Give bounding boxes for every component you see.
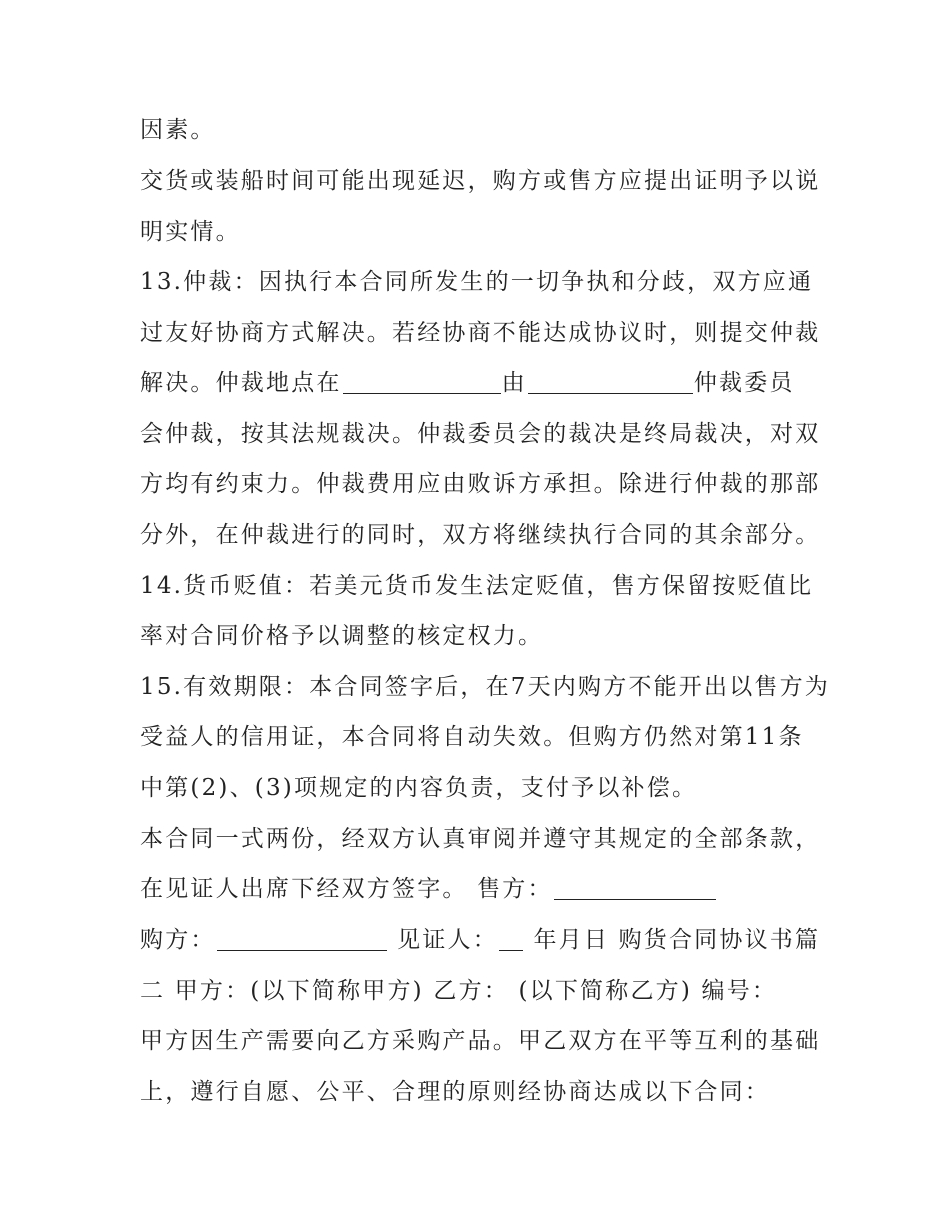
text-segment: 解决。仲裁地点在 [140,370,342,396]
text-segment: 年月日 购货合同协议书篇 [533,927,821,953]
buyer-signature-blank[interactable] [217,928,387,951]
text-line: 明实情。 [140,219,241,245]
text-line: 过友好协商方式解决。若经协商不能达成协议时，则提交仲裁 [140,320,821,346]
text-line: 二 甲方：(以下简称甲方) 乙方： (以下简称乙方) 编号： [140,978,778,1004]
text-line-buyer-witness [140,924,820,956]
text-line: 13.仲裁：因执行本合同所发生的一切争执和分歧，双方应通 [140,269,814,295]
text-line: 受益人的信用证，本合同将自动失效。但购方仍然对第11条 [140,724,804,750]
arbitration-place-blank[interactable] [343,371,501,394]
text-line: 会仲裁，按其法规裁决。仲裁委员会的裁决是终局裁决，对双 [140,421,821,447]
text-segment: 仲裁委员 [693,370,795,396]
text-segment: 见证人： [397,927,498,953]
text-line: 14.货币贬值：若美元货币发生法定贬值，售方保留按贬值比 [140,573,814,599]
text-line: 中第(2)、(3)项规定的内容负责，支付予以补偿。 [140,775,698,801]
text-segment: 在见证人出席下经双方签字。 售方： [140,876,553,902]
text-line: 上，遵行自愿、公平、合理的原则经协商达成以下合同： [140,1079,770,1105]
text-line: 交货或装船时间可能出现延迟，购方或售方应提出证明予以说 [140,168,821,194]
text-line: 因素。 [140,117,216,143]
text-segment: 购方： [140,927,216,953]
text-line: 本合同一式两份，经双方认真审阅并遵守其规定的全部条款， [140,826,821,852]
text-line: 率对合同价格予以调整的核定权力。 [140,623,544,649]
arbitration-body-blank[interactable] [528,371,693,394]
text-line: 分外，在仲裁进行的同时，双方将继续执行合同的其余部分。 [140,522,821,548]
text-line: 15.有效期限：本合同签字后，在7天内购方不能开出以售方为 [140,674,831,700]
seller-signature-blank[interactable] [554,877,716,900]
text-line: 方均有约束力。仲裁费用应由败诉方承担。除进行仲裁的那部 [140,471,821,497]
witness-blank[interactable] [499,928,523,951]
text-segment: 由 [501,370,527,396]
text-line-seller-signature [140,873,820,905]
text-line-arbitration-place [140,367,820,399]
text-line: 甲方因生产需要向乙方采购产品。甲乙双方在平等互利的基础 [140,1028,821,1054]
